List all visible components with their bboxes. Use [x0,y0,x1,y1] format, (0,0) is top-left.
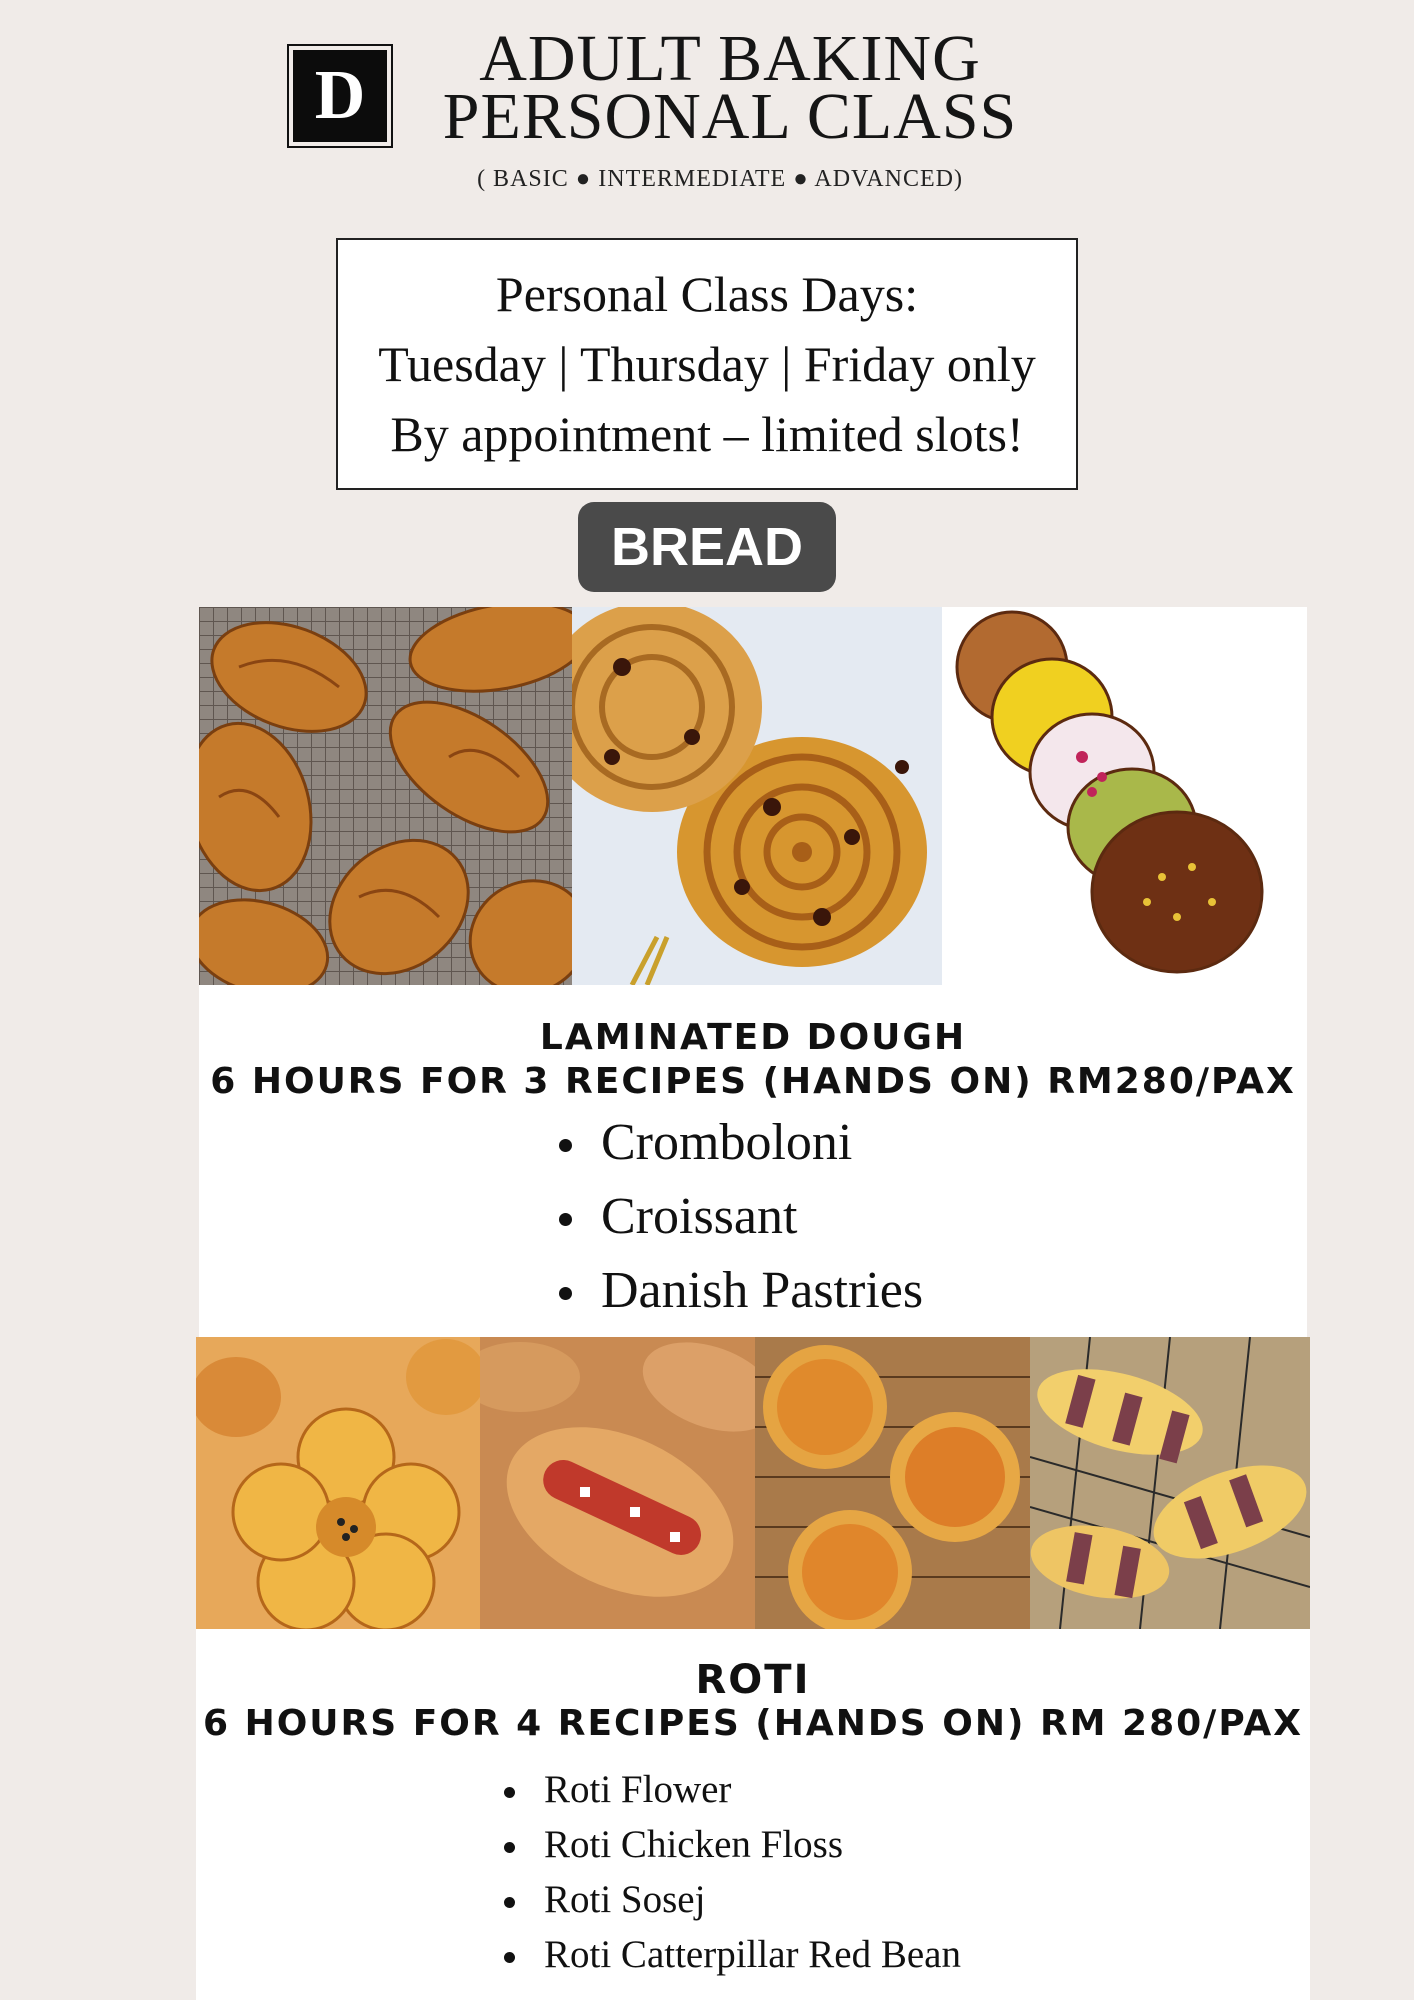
laminated-title: LAMINATED DOUGH [539,1017,967,1058]
schedule-line-3: By appointment – limited slots! [390,406,1024,462]
page-title [420,22,1040,153]
cromboloni-photo [942,607,1307,985]
schedule-box [336,238,1078,490]
roti-title: ROTI [695,1657,811,1703]
roti-recipe-list [496,1762,1196,1982]
logo [287,44,393,148]
roti-sosej-photo [480,1337,755,1629]
list-item: Danish Pastries [553,1254,1153,1328]
roti-chicken-floss-photo [755,1337,1030,1629]
roti-subtitle: 6 HOURS FOR 4 RECIPES (HANDS ON) RM 280/PAX [202,1703,1304,1744]
logo-letter: D [293,50,387,142]
schedule-line-2: Tuesday | Thursday | Friday only [378,336,1036,392]
list-item: Roti Flower [496,1762,1196,1817]
list-item: Cromboloni [553,1106,1153,1180]
title-line-1: ADULT BAKING [479,22,981,95]
title-line-2: PERSONAL CLASS [442,80,1018,153]
list-item: Croissant [553,1180,1153,1254]
danish-photo [572,607,942,985]
croissants-photo [199,607,572,985]
roti-caterpillar-photo [1030,1337,1310,1629]
schedule-line-1: Personal Class Days: [495,266,919,322]
class-levels: ( BASIC ● INTERMEDIATE ● ADVANCED) [477,166,963,192]
laminated-subtitle: 6 HOURS FOR 3 RECIPES (HANDS ON) RM280/PAX [210,1061,1296,1102]
list-item: Roti Catterpillar Red Bean [496,1927,1196,1982]
category-pill: BREAD [578,502,836,592]
laminated-recipe-list [553,1106,1153,1328]
list-item: Roti Chicken Floss [496,1817,1196,1872]
list-item: Roti Sosej [496,1872,1196,1927]
roti-flower-photo [196,1337,480,1629]
